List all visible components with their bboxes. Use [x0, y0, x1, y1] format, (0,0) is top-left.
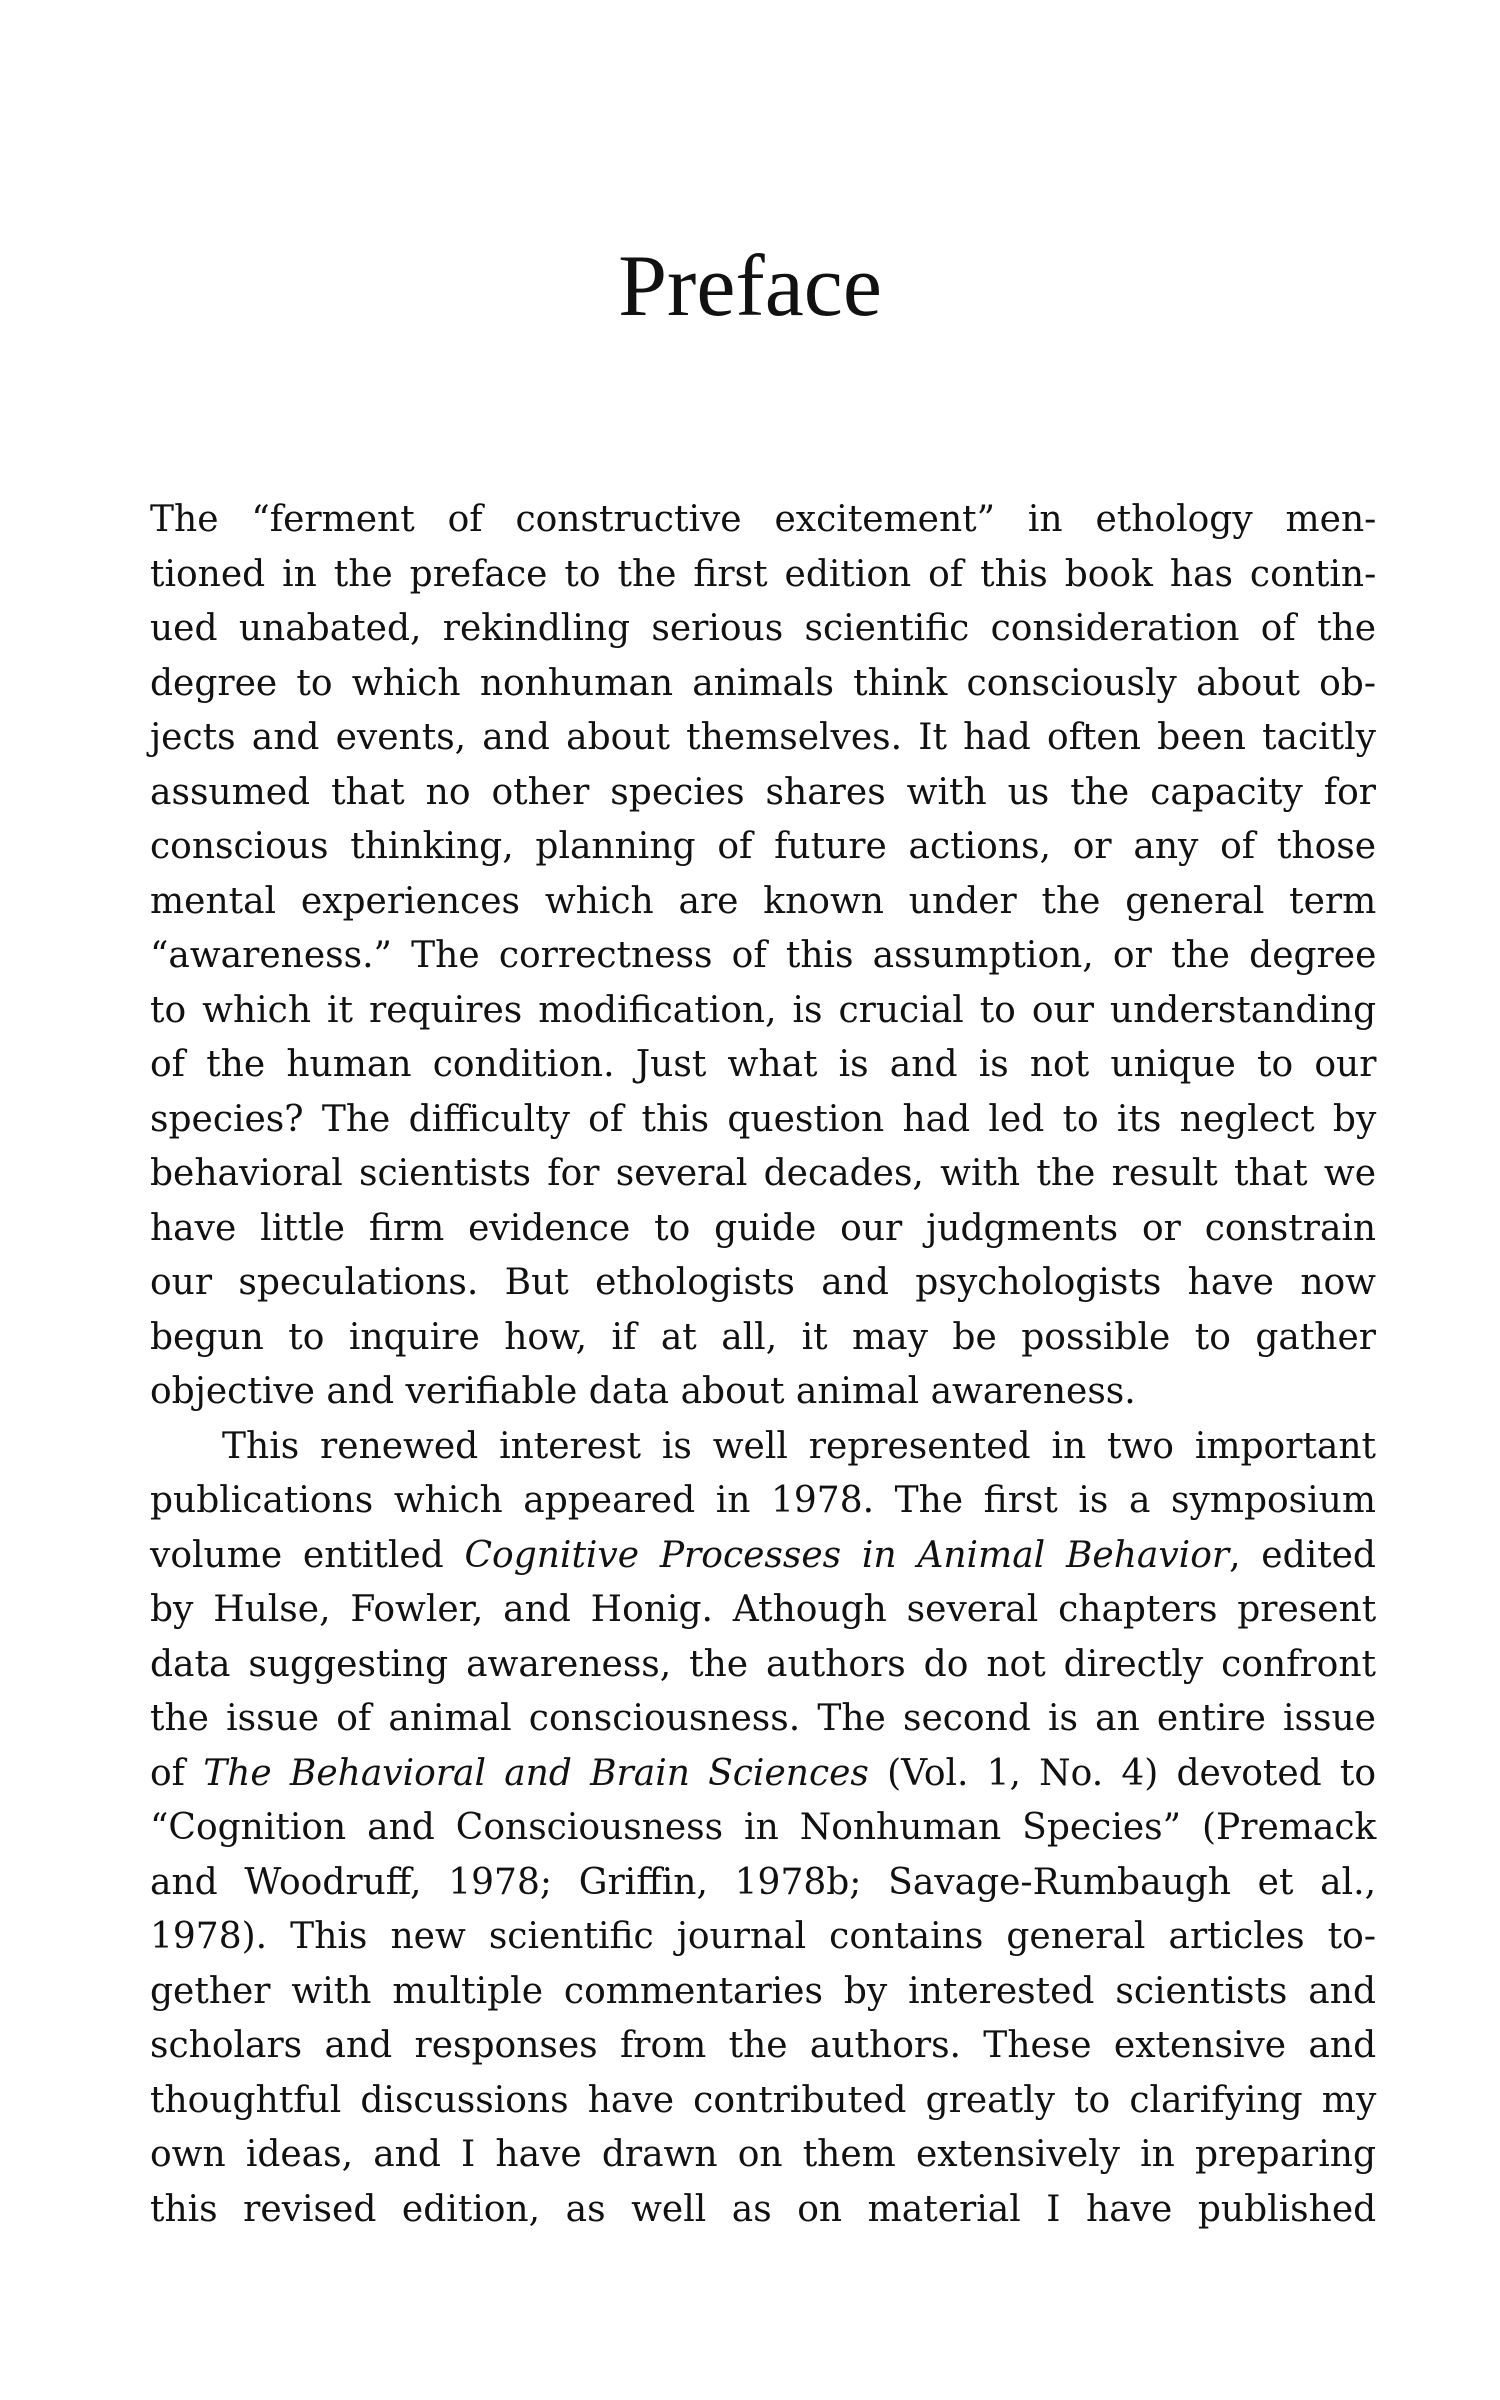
text-line: gether with multiple commentaries by interested scientists and	[150, 1970, 1376, 2012]
text-run: , edited	[1229, 1534, 1376, 1576]
text-line: This renewed interest is well represented in two important	[222, 1425, 1376, 1467]
text-line: thoughtful discussions have contributed greatly to clarifying my	[150, 2079, 1377, 2121]
text-line: 1978). This new scientific journal contains general articles to-	[150, 1916, 1376, 1957]
text-line: “awareness.” The correctness of this assumption, or the degree	[150, 935, 1377, 976]
text-line: conscious thinking, planning of future actions, or any of those	[150, 826, 1377, 867]
text-line: scholars and responses from the authors. These extensive and	[150, 2025, 1377, 2066]
book-title: Cognitive Processes in Animal Behavior	[464, 1534, 1230, 1576]
text-line: data suggesting awareness, the authors do not directly confront	[150, 1643, 1376, 1685]
text-line: objective and verifiable data about animal awareness.	[150, 1371, 1136, 1412]
journal-title: The Behavioral and Brain Sciences	[203, 1752, 869, 1794]
text-line: degree to which nonhuman animals think consciously about ob-	[150, 662, 1376, 704]
text-run: volume entitled	[150, 1534, 465, 1576]
text-run: of	[150, 1752, 204, 1794]
text-line: behavioral scientists for several decades, with the result that we	[150, 1153, 1376, 1194]
paragraph-1	[150, 493, 1376, 1420]
text-line: have little firm evidence to guide our judgments or constrain	[150, 1207, 1377, 1249]
text-line	[150, 1747, 1376, 1802]
text-line: by Hulse, Fowler, and Honig. Athough several chapters present	[150, 1589, 1377, 1630]
page-title: Preface	[618, 238, 882, 335]
text-line: to which it requires modification, is crucial to our understanding	[150, 989, 1377, 1031]
text-line: this revised edition, as well as on material I have published	[150, 2188, 1377, 2230]
text-line: the issue of animal consciousness. The second is an entire issue	[150, 1698, 1376, 1739]
text-line	[150, 1529, 1376, 1584]
text-line: of the human condition. Just what is and is not unique to our	[150, 1044, 1377, 1085]
text-line: tioned in the preface to the first edition of this book has contin-	[150, 553, 1377, 595]
body-text	[150, 493, 1376, 2237]
text-line: jects and events, and about themselves. It had often been tacitly	[150, 717, 1376, 758]
text-line: publications which appeared in 1978. The first is a symposium	[150, 1480, 1376, 1521]
text-line: ued unabated, rekindling serious scientific consideration of the	[150, 608, 1377, 649]
text-run: (Vol. 1, No. 4) devoted to	[868, 1752, 1377, 1794]
text-line: mental experiences which are known under the general term	[150, 880, 1377, 922]
text-line: The “ferment of constructive excitement” in ethology men-	[150, 499, 1377, 540]
text-line: “Cognition and Consciousness in Nonhuman Species” (Premack	[150, 1807, 1377, 1848]
paragraph-2	[150, 1420, 1376, 2238]
text-line: begun to inquire how, if at all, it may be possible to gather	[150, 1316, 1376, 1358]
text-line: and Woodruff, 1978; Griffin, 1978b; Savage-Rumbaugh et al.,	[150, 1861, 1377, 1903]
text-line: our speculations. But ethologists and psychologists have now	[150, 1262, 1376, 1303]
text-line: assumed that no other species shares with us the capacity for	[150, 771, 1376, 813]
text-line: own ideas, and I have drawn on them extensively in preparing	[150, 2134, 1376, 2175]
text-line: species? The difficulty of this question had led to its neglect by	[150, 1098, 1377, 1140]
